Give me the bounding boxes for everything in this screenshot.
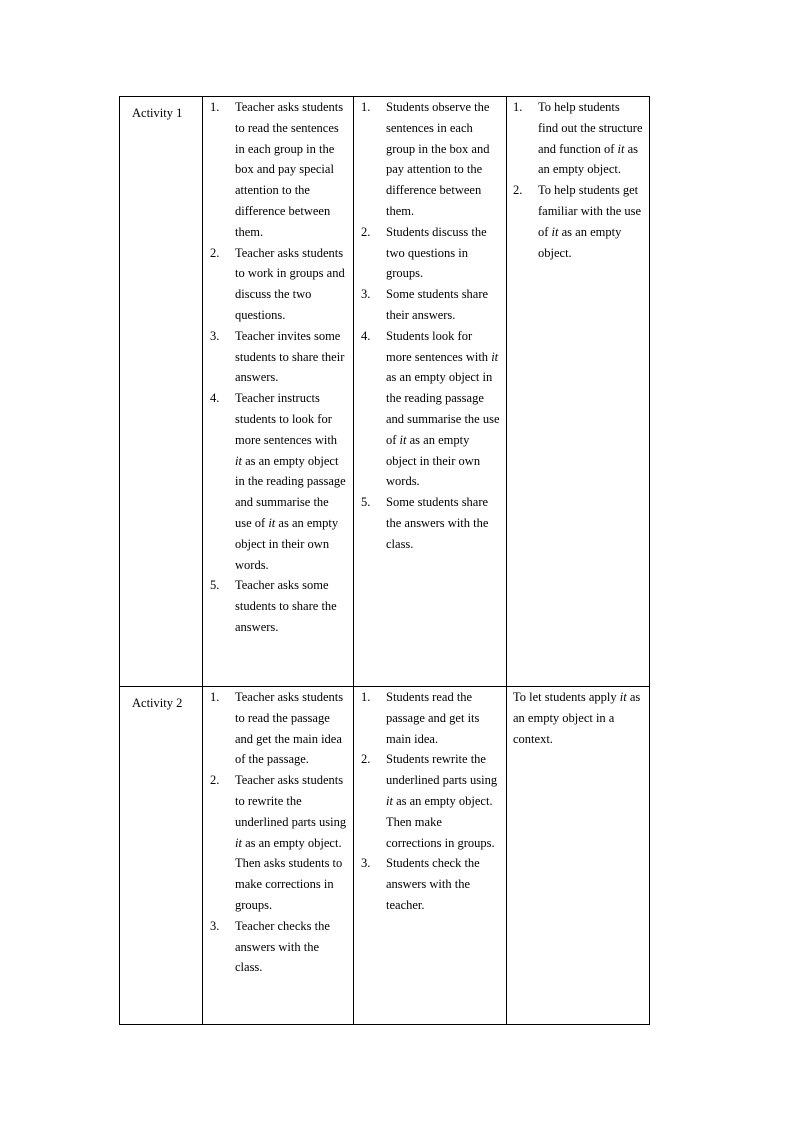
italic-term: it [235, 835, 242, 850]
list-number: 5. [361, 495, 371, 510]
activity-label [120, 97, 203, 687]
teacher-steps [210, 97, 347, 638]
list-item [361, 97, 500, 222]
list-number: 3. [210, 328, 220, 343]
text-run: To help students get familiar with the use of [538, 183, 642, 239]
text-run: Teacher invites some students to share their answers. [235, 328, 345, 385]
text-run: Some students share the answers with the class. [386, 495, 489, 551]
list-item [361, 492, 500, 554]
italic-term: it [617, 141, 625, 156]
italic-term: it [551, 224, 559, 239]
list-number: 1. [513, 100, 523, 114]
student-steps-cell [354, 97, 507, 687]
text-run: Teacher checks the answers with the class. [235, 918, 330, 975]
italic-term: it [386, 793, 393, 808]
list-number: 2. [361, 752, 371, 767]
text-run: Teacher instructs students to look for more sentences with [235, 391, 338, 447]
text-run: Some students share their answers. [386, 287, 489, 322]
list-item [361, 326, 500, 492]
text-run: as an empty object. [538, 141, 638, 177]
text-run: as an empty object in the reading passage and summarise the use of [386, 370, 500, 447]
text-run: Students look for more sentences with [386, 328, 492, 364]
text-run: as an empty object. Then make corrections in groups. [386, 793, 495, 850]
purpose-text [513, 687, 643, 749]
list-item [361, 749, 500, 853]
purpose-cell [507, 97, 650, 687]
list-number: 5. [210, 578, 220, 593]
student-steps [361, 97, 500, 555]
text-run: To let students apply [513, 690, 620, 704]
activity-label-text: Activity 1 [132, 106, 183, 120]
list-item [210, 388, 347, 575]
text-run: Students check the answers with the teacher. [386, 856, 480, 912]
list-item [361, 284, 500, 326]
activity-row-2 [120, 687, 650, 1025]
text-run: Teacher asks students to rewrite the underlined parts using [235, 773, 347, 829]
teacher-steps-cell [203, 97, 354, 687]
list-number: 3. [210, 918, 220, 933]
list-item [513, 180, 643, 263]
list-number: 1. [361, 100, 371, 114]
lesson-plan-table [119, 96, 650, 1025]
list-item [210, 916, 347, 978]
list-item [361, 687, 500, 749]
activity-label [120, 687, 203, 1025]
list-number: 2. [210, 773, 220, 788]
activity-label-text: Activity 2 [132, 696, 183, 710]
text-run: Students read the passage and get its main idea. [386, 690, 480, 746]
student-steps [361, 687, 500, 916]
text-run: as an empty object in a context. [513, 690, 641, 746]
text-run: Students observe the sentences in each group in the box and pay attention to the difference between them. [386, 100, 490, 218]
italic-term: it [235, 453, 242, 468]
list-item [210, 97, 347, 243]
text-run: Students discuss the two questions in groups. [386, 224, 487, 281]
list-number: 2. [513, 183, 523, 198]
text-run: Students rewrite the underlined parts using [386, 752, 498, 788]
text-run: as an empty object in their own words. [235, 515, 339, 572]
text-run: as an empty object. [538, 224, 622, 260]
list-number: 3. [361, 287, 371, 302]
text-run: as an empty object. Then asks students to make corrections in groups. [235, 835, 343, 912]
list-number: 1. [210, 690, 220, 704]
list-item [210, 687, 347, 770]
text-run: Teacher asks students to read the passage and get the main idea of the passage. [235, 690, 344, 767]
list-number: 1. [361, 690, 371, 704]
teacher-steps [210, 687, 347, 978]
italic-term: it [491, 349, 499, 364]
teacher-steps-cell [203, 687, 354, 1025]
text-run: as an empty object in their own words. [386, 432, 481, 489]
list-item [210, 326, 347, 388]
list-number: 4. [361, 328, 371, 343]
text-run: To help students find out the structure and function of [538, 100, 643, 156]
list-item [210, 243, 347, 326]
list-item [361, 222, 500, 284]
list-item [210, 575, 347, 637]
text-run: as an empty object in the reading passage and summarise the use of [235, 453, 346, 530]
list-item [513, 97, 643, 180]
text-run: Teacher asks students to work in groups and discuss the two questions. [235, 245, 345, 322]
list-number: 4. [210, 391, 220, 406]
activity-row-1 [120, 97, 650, 687]
italic-term: it [268, 515, 276, 530]
list-number: 3. [361, 856, 371, 871]
student-steps-cell [354, 687, 507, 1025]
list-item [361, 853, 500, 915]
list-number: 1. [210, 100, 220, 114]
text-run: Teacher asks some students to share the answers. [235, 578, 337, 634]
purpose-cell [507, 687, 650, 1025]
text-run: Teacher asks students to read the sentences in each group in the box and pay special attention to the difference between them. [235, 100, 344, 239]
list-item [210, 770, 347, 916]
list-number: 2. [210, 245, 220, 260]
purpose-steps [513, 97, 643, 263]
italic-term: it [399, 432, 407, 447]
italic-term: it [619, 690, 627, 704]
list-number: 2. [361, 224, 371, 239]
